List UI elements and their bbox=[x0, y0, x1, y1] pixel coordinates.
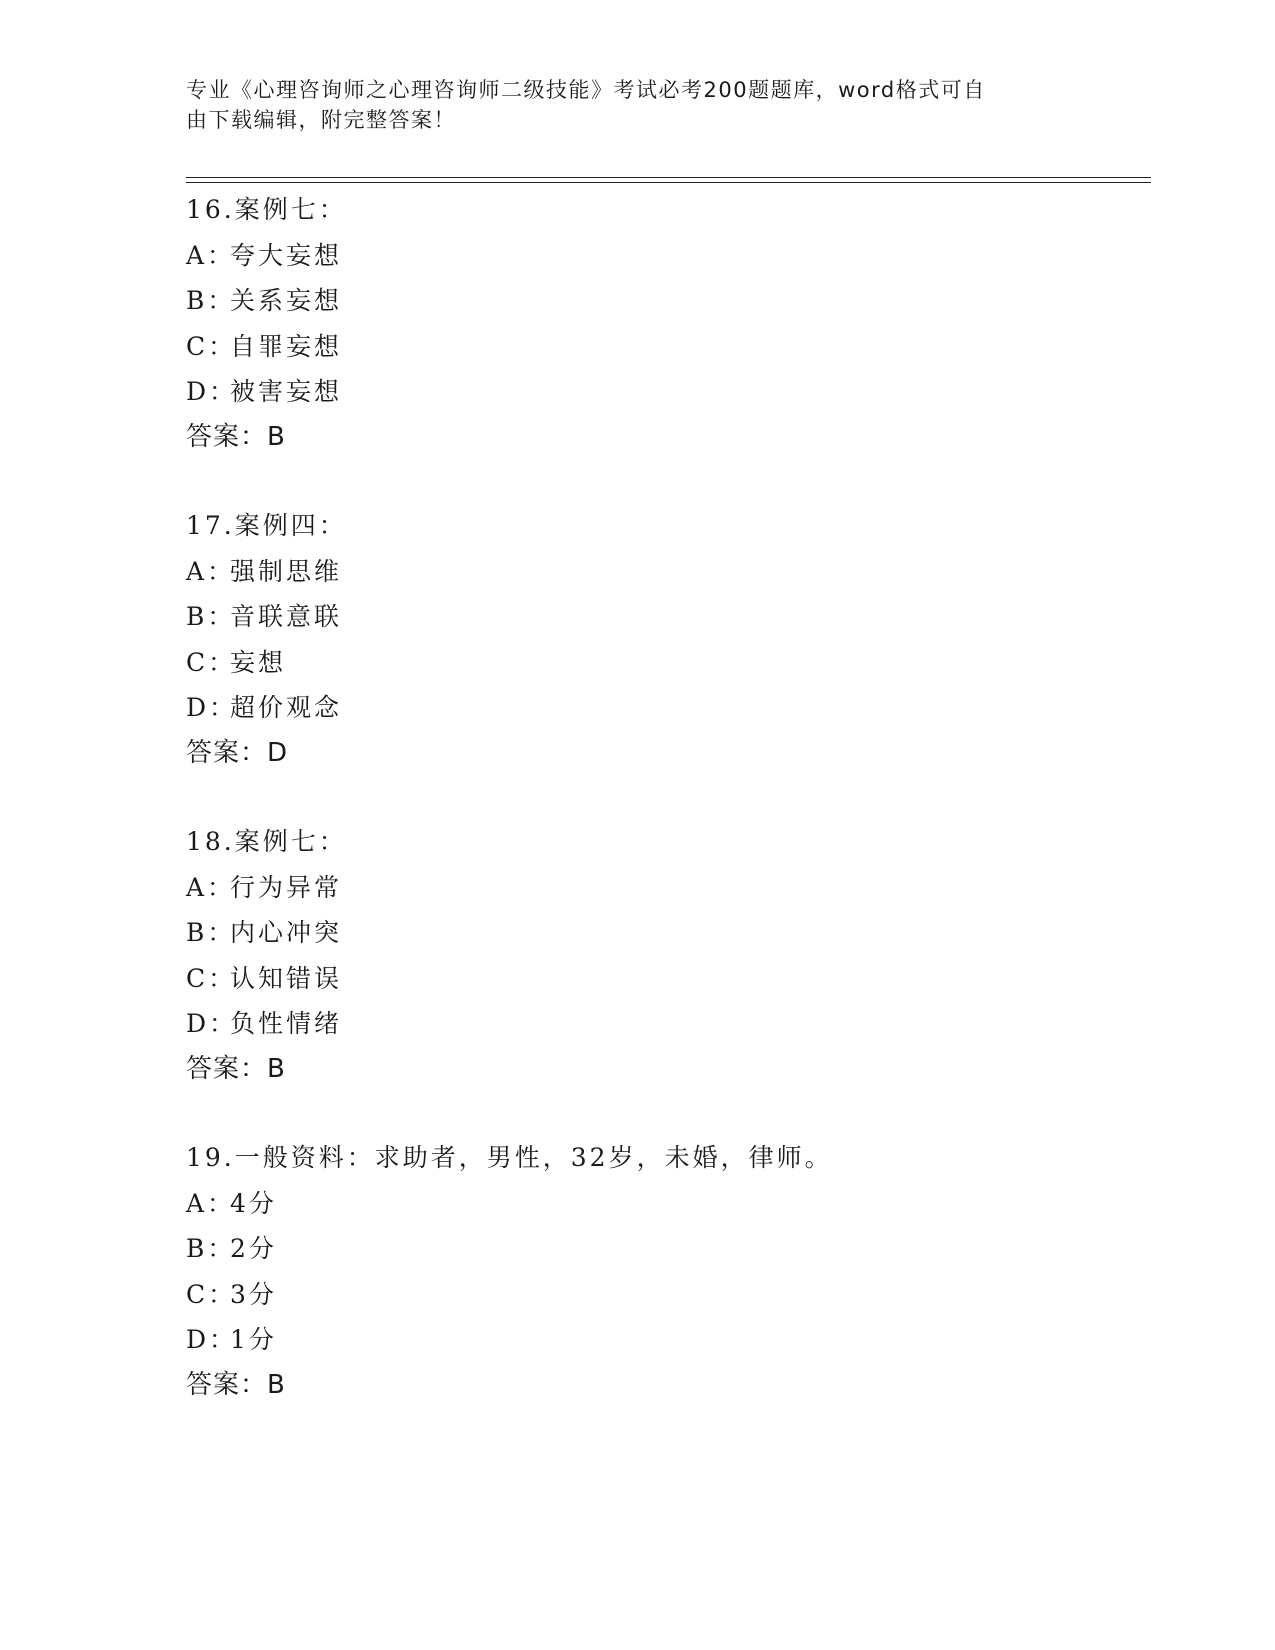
option-text: 被害妄想 bbox=[230, 377, 343, 406]
option-letter: A： bbox=[186, 1188, 236, 1218]
option-letter: A： bbox=[186, 240, 236, 270]
header-line-2: 由下载编辑，附完整答案！ bbox=[186, 108, 456, 132]
option-letter: B： bbox=[186, 286, 236, 315]
option-letter: C： bbox=[186, 1279, 237, 1309]
option-letter: A： bbox=[186, 556, 236, 586]
question-19 bbox=[186, 1135, 1146, 1408]
question-stem: 19.一般资料：求助者，男性，32岁，未婚，律师。 bbox=[186, 1143, 833, 1172]
option-c bbox=[186, 1272, 1146, 1318]
question-17 bbox=[186, 503, 1146, 776]
option-text: 强制思维 bbox=[230, 556, 343, 586]
header-divider-top bbox=[186, 177, 1151, 178]
option-letter: B： bbox=[186, 1234, 236, 1263]
answer-line: 答案：D bbox=[186, 737, 289, 768]
option-a bbox=[186, 865, 1146, 911]
option-c bbox=[186, 324, 1146, 370]
option-c bbox=[186, 956, 1146, 1002]
option-letter: C： bbox=[186, 331, 237, 361]
option-d bbox=[186, 685, 1146, 731]
option-text: 3分 bbox=[230, 1279, 277, 1309]
option-text: 超价观念 bbox=[230, 693, 343, 722]
option-letter: D： bbox=[186, 377, 238, 406]
question-stem: 18.案例七： bbox=[186, 827, 347, 856]
header-line-1: 专业《心理咨询师之心理咨询师二级技能》考试必考200题题库，word格式可自 bbox=[186, 78, 986, 102]
header-divider-bottom bbox=[186, 182, 1151, 183]
option-d bbox=[186, 369, 1146, 415]
option-text: 2分 bbox=[230, 1234, 277, 1263]
option-text: 认知错误 bbox=[230, 963, 343, 993]
option-text: 妄想 bbox=[230, 647, 287, 677]
option-letter: A： bbox=[186, 872, 236, 902]
option-text: 行为异常 bbox=[230, 872, 343, 902]
option-text: 关系妄想 bbox=[230, 286, 343, 315]
option-d bbox=[186, 1001, 1146, 1047]
option-b bbox=[186, 278, 1146, 324]
option-text: 负性情绪 bbox=[230, 1009, 343, 1038]
document-header bbox=[186, 75, 1076, 135]
option-text: 1分 bbox=[230, 1325, 277, 1354]
answer-line: 答案：B bbox=[186, 1053, 286, 1084]
option-c bbox=[186, 640, 1146, 686]
option-d bbox=[186, 1317, 1146, 1363]
option-text: 音联意联 bbox=[230, 602, 343, 631]
question-16 bbox=[186, 187, 1146, 460]
option-letter: D： bbox=[186, 1009, 238, 1038]
option-letter: B： bbox=[186, 918, 236, 947]
option-letter: D： bbox=[186, 1325, 238, 1354]
option-a bbox=[186, 233, 1146, 279]
option-a bbox=[186, 549, 1146, 595]
question-stem: 17.案例四： bbox=[186, 511, 347, 540]
option-text: 自罪妄想 bbox=[230, 331, 343, 361]
question-18 bbox=[186, 819, 1146, 1092]
option-letter: D： bbox=[186, 693, 238, 722]
option-letter: C： bbox=[186, 963, 237, 993]
option-letter: C： bbox=[186, 647, 237, 677]
option-b bbox=[186, 1226, 1146, 1272]
option-text: 夸大妄想 bbox=[230, 240, 343, 270]
answer-line: 答案：B bbox=[186, 421, 286, 452]
option-b bbox=[186, 594, 1146, 640]
question-stem: 16.案例七： bbox=[186, 195, 347, 224]
option-letter: B： bbox=[186, 602, 236, 631]
option-text: 4分 bbox=[230, 1188, 277, 1218]
option-b bbox=[186, 910, 1146, 956]
answer-line: 答案：B bbox=[186, 1369, 286, 1400]
option-a bbox=[186, 1181, 1146, 1227]
option-text: 内心冲突 bbox=[230, 918, 343, 947]
